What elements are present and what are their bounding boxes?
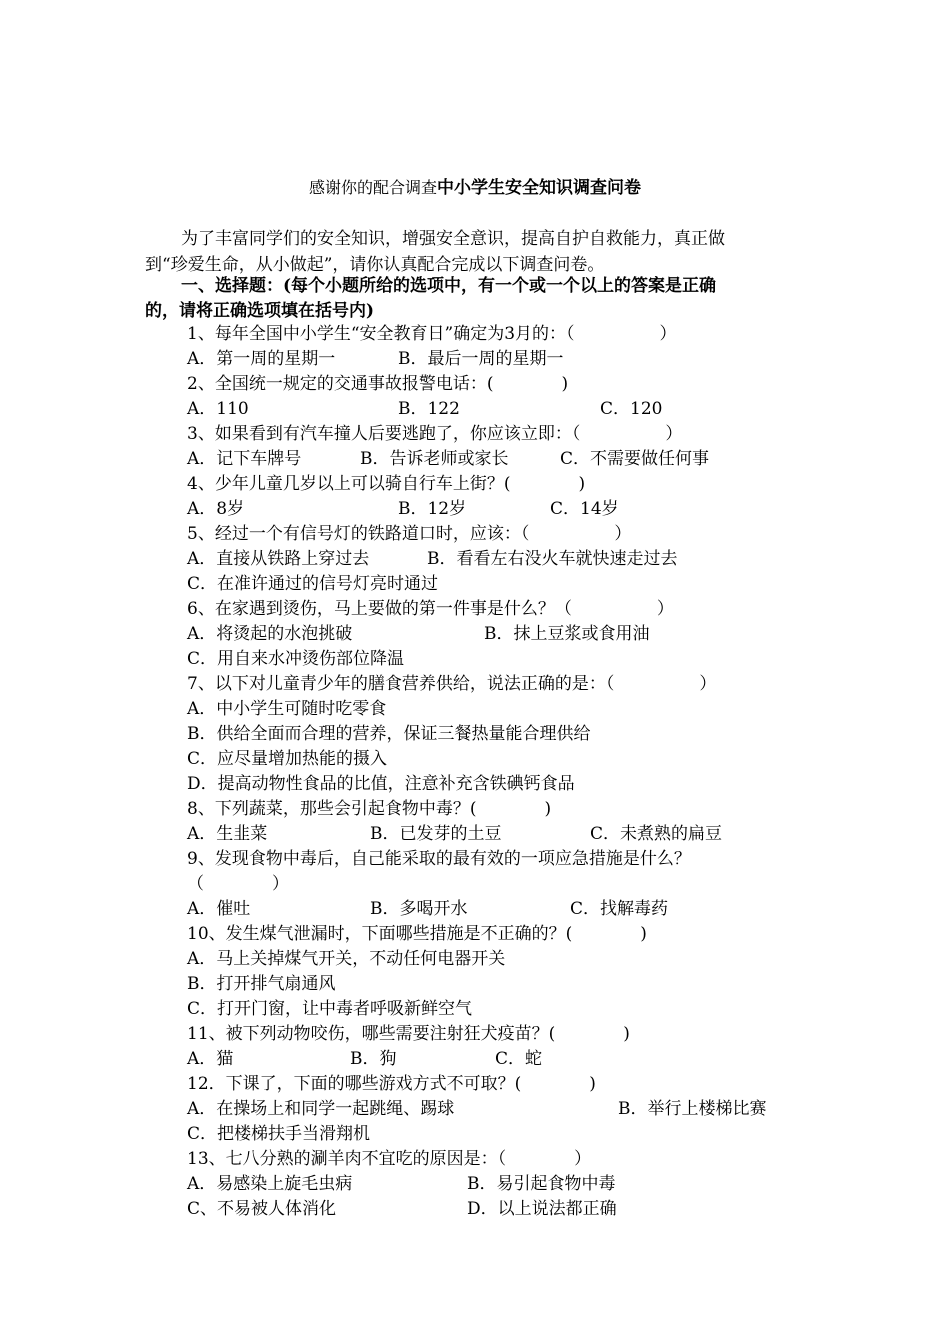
answer-option: C．把楼梯扶手当滑翔机 (187, 1124, 371, 1144)
answer-option: A．易感染上旋毛虫病 (187, 1174, 353, 1194)
intro-line-2: 到“珍爱生命，从小做起”，请你认真配合完成以下调查问卷。 (145, 255, 605, 275)
question-text: 3、如果看到有汽车撞人后要逃跑了，你应该立即：（ ） (187, 424, 683, 444)
answer-option: A．在操场上和同学一起跳绳、踢球 (187, 1099, 455, 1119)
answer-option: C．14岁 (550, 499, 619, 519)
question-text: 11、被下列动物咬伤，哪些需要注射狂犬疫苗？( ) (187, 1024, 630, 1044)
question-text: 13、七八分熟的涮羊肉不宜吃的原因是：（ ） (187, 1149, 592, 1169)
answer-option: C．在准许通过的信号灯亮时通过 (187, 574, 439, 594)
option-row (0, 1197, 950, 1222)
answer-option: A．猫 (187, 1049, 234, 1069)
answer-option: A．将烫起的水泡挑破 (187, 624, 353, 644)
answer-option: A．记下车牌号 (187, 449, 302, 469)
answer-option: B．狗 (350, 1049, 397, 1069)
option-row (0, 1122, 950, 1147)
option-row (0, 997, 950, 1022)
answer-option: B．告诉老师或家长 (360, 449, 509, 469)
question-text: 1、每年全国中小学生“安全教育日”确定为3月的：（ ） (187, 324, 677, 344)
answer-option: A．第一周的星期一 (187, 349, 336, 369)
option-row (0, 697, 950, 722)
option-row (0, 647, 950, 672)
option-row (0, 572, 950, 597)
answer-option: C．未煮熟的扁豆 (590, 824, 723, 844)
option-row (0, 447, 950, 472)
section-line-2: 的，请将正确选项填在括号内) (145, 301, 375, 321)
answer-option: C、不易被人体消化 (187, 1199, 337, 1219)
answer-option: C．应尽量增加热能的摄入 (187, 749, 388, 769)
question-text: 2、全国统一规定的交通事故报警电话：( ) (187, 374, 569, 394)
answer-option: B．12岁 (398, 499, 467, 519)
option-row (0, 1172, 950, 1197)
answer-option: A．直接从铁路上穿过去 (187, 549, 370, 569)
option-row (0, 772, 950, 797)
option-row (0, 1047, 950, 1072)
option-row (0, 622, 950, 647)
option-row (0, 947, 950, 972)
answer-option: D．以上说法都正确 (467, 1199, 617, 1219)
answer-option: C．用自来水冲烫伤部位降温 (187, 649, 405, 669)
answer-option: B．多喝开水 (370, 899, 468, 919)
option-row (0, 547, 950, 572)
answer-option: C．120 (600, 399, 663, 419)
option-row (0, 722, 950, 747)
answer-option: B．看看左右没火车就快速走过去 (427, 549, 678, 569)
option-row (0, 972, 950, 997)
option-row (0, 897, 950, 922)
question-text: 9、发现食物中毒后，自己能采取的最有效的一项应急措施是什么？（ ） (187, 849, 691, 894)
answer-option: C．打开门窗，让中毒者呼吸新鲜空气 (187, 999, 473, 1019)
answer-option: B．举行上楼梯比赛 (618, 1099, 767, 1119)
answer-option: D．提高动物性食品的比值，注意补充含铁碘钙食品 (187, 774, 575, 794)
option-row (0, 397, 950, 422)
answer-option: A．生韭菜 (187, 824, 268, 844)
question-text: 7、以下对儿童青少年的膳食营养供给，说法正确的是：（ ） (187, 674, 717, 694)
question-text: 6、在家遇到烫伤，马上要做的第一件事是什么？（ ） (187, 599, 674, 619)
answer-option: A．催吐 (187, 899, 251, 919)
answer-option: C．蛇 (495, 1049, 543, 1069)
answer-option: B．已发芽的土豆 (370, 824, 502, 844)
option-row (0, 1097, 950, 1122)
answer-option: A．110 (187, 399, 249, 419)
answer-option: C．找解毒药 (570, 899, 669, 919)
answer-option: A．中小学生可随时吃零食 (187, 699, 387, 719)
question-text: 8、下列蔬菜，那些会引起食物中毒？( ) (187, 799, 552, 819)
question-text: 4、少年儿童几岁以上可以骑自行车上街？( ) (187, 474, 586, 494)
answer-option: A．马上关掉煤气开关，不动任何电器开关 (187, 949, 506, 969)
section-line-1: 一、选择题：(每个小题所给的选项中，有一个或一个以上的答案是正确 (181, 276, 717, 296)
question-list (0, 322, 950, 1222)
question-text: 12．下课了，下面的哪些游戏方式不可取？( ) (187, 1074, 596, 1094)
answer-option: A．8岁 (187, 499, 245, 519)
answer-option: B．122 (398, 399, 460, 419)
section-heading (145, 274, 805, 324)
option-row (0, 747, 950, 772)
answer-option: B．最后一周的星期一 (398, 349, 564, 369)
option-row (0, 497, 950, 522)
answer-option: C．不需要做任何事 (560, 449, 710, 469)
option-row (0, 347, 950, 372)
answer-option: B．供给全面而合理的营养，保证三餐热量能合理供给 (187, 724, 591, 744)
question-text: 10、发生煤气泄漏时，下面哪些措施是不正确的？( ) (187, 924, 647, 944)
answer-option: B．易引起食物中毒 (467, 1174, 616, 1194)
intro-line-1: 为了丰富同学们的安全知识，增强安全意识，提高自护自救能力，真正做 (181, 229, 725, 249)
answer-option: B．抹上豆浆或食用油 (484, 624, 650, 644)
title-main: 中小学生安全知识调查问卷 (437, 178, 641, 198)
intro-paragraph (145, 226, 805, 278)
question-text: 5、经过一个有信号灯的铁路道口时，应该：（ ） (187, 524, 632, 544)
title-prefix: 感谢你的配合调查 (308, 178, 437, 197)
answer-option: B．打开排气扇通风 (187, 974, 336, 994)
option-row (0, 822, 950, 847)
document-title (0, 176, 950, 200)
